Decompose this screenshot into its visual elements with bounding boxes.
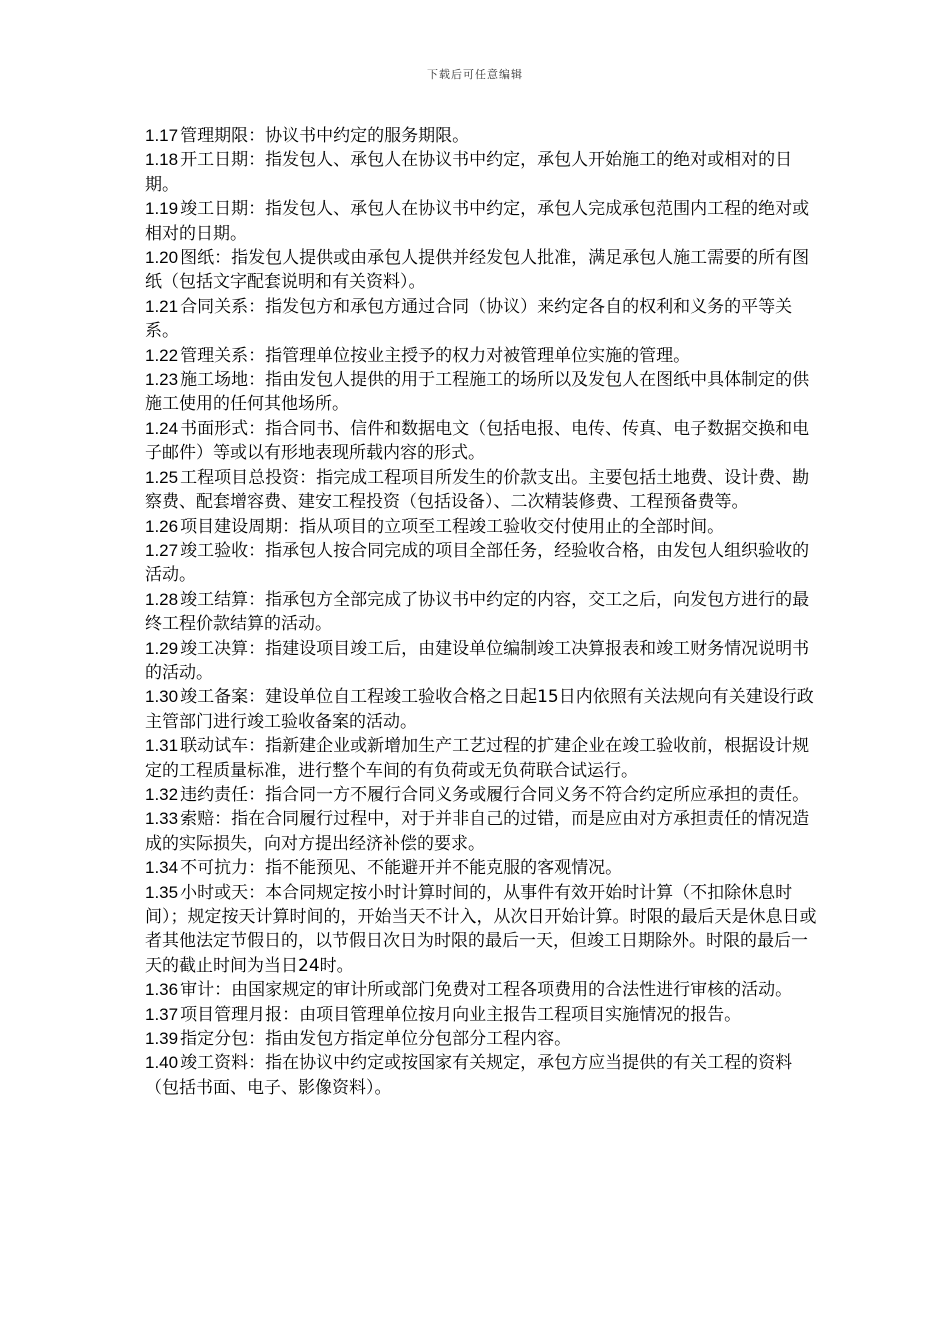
definition-item bbox=[145, 978, 817, 1002]
definition-item bbox=[145, 1027, 817, 1051]
item-number: 1.22 bbox=[145, 345, 179, 365]
definition-item bbox=[145, 515, 817, 539]
definition-item bbox=[145, 197, 817, 246]
item-number: 1.28 bbox=[145, 589, 179, 609]
item-text: 项目管理月报：由项目管理单位按月向业主报告工程项目实施情况的报告。 bbox=[180, 1004, 742, 1025]
item-text: 竣工结算：指承包方全部完成了协议书中约定的内容，交工之后，向发包方进行的最终工程价款结算的活动。 bbox=[145, 589, 810, 635]
item-number: 1.34 bbox=[145, 858, 179, 878]
item-number: 1.24 bbox=[145, 418, 179, 438]
item-number: 1.40 bbox=[145, 1053, 179, 1073]
item-text: 小时或天：本合同规定按小时计算时间的，从事件有效开始时计算（不扣除休息时间）；规定按天计算时间的，开始当天不计入，从次日开始计算。时限的最后天是休息日或者其他法定节假日的，以节假日次日为时限的最后一天，但竣工日期除外。时限的最后一天的截止时间为当日24时。 bbox=[145, 882, 817, 976]
item-text: 管理关系：指管理单位按业主授予的权力对被管理单位实施的管理。 bbox=[180, 345, 691, 366]
definition-item bbox=[145, 734, 817, 783]
item-number: 1.30 bbox=[145, 687, 179, 707]
item-number: 1.29 bbox=[145, 638, 179, 658]
item-number: 1.31 bbox=[145, 736, 179, 756]
definition-item bbox=[145, 466, 817, 515]
item-text: 施工场地：指由发包人提供的用于工程施工的场所以及发包人在图纸中具体制定的供施工使用的任何其他场所。 bbox=[145, 370, 810, 415]
definition-item bbox=[145, 856, 817, 880]
definition-item bbox=[145, 807, 817, 856]
item-number: 1.19 bbox=[145, 199, 179, 219]
definition-item bbox=[145, 246, 817, 295]
item-text: 竣工资料：指在协议中约定或按国家有关规定，承包方应当提供的有关工程的资料（包括书面、电子、影像资料）。 bbox=[145, 1053, 793, 1098]
item-text: 违约责任：指合同一方不履行合同义务或履行合同义务不符合约定所应承担的责任。 bbox=[180, 784, 810, 805]
definition-item bbox=[145, 344, 817, 368]
definition-item bbox=[145, 685, 817, 734]
item-number: 1.27 bbox=[145, 540, 179, 560]
item-text: 联动试车：指新建企业或新增加生产工艺过程的扩建企业在竣工验收前，根据设计规定的工程质量标准，进行整个车间的有负荷或无负荷联合试运行。 bbox=[145, 736, 810, 781]
item-text: 项目建设周期：指从项目的立项至工程竣工验收交付使用止的全部时间。 bbox=[180, 516, 725, 537]
item-number: 1.23 bbox=[145, 370, 179, 390]
definition-item bbox=[145, 588, 817, 637]
definition-item bbox=[145, 539, 817, 588]
item-text: 竣工决算：指建设项目竣工后，由建设单位编制竣工决算报表和竣工财务情况说明书的活动。 bbox=[145, 638, 810, 683]
item-text: 不可抗力：指不能预见、不能避开并不能克服的客观情况。 bbox=[180, 858, 623, 879]
definition-item bbox=[145, 417, 817, 466]
item-number: 1.32 bbox=[145, 784, 179, 804]
item-number: 1.33 bbox=[145, 809, 179, 829]
item-number: 1.18 bbox=[145, 150, 179, 170]
page-header: 下载后可任意编辑 bbox=[427, 68, 523, 81]
item-number: 1.25 bbox=[145, 467, 179, 487]
item-text: 竣工验收：指承包人按合同完成的项目全部任务，经验收合格，由发包人组织验收的活动。 bbox=[145, 540, 810, 586]
item-number: 1.37 bbox=[145, 1004, 179, 1024]
item-text: 索赔：指在合同履行过程中，对于并非自己的过错，而是应由对方承担责任的情况造成的实际损失，向对方提出经济补偿的要求。 bbox=[145, 809, 810, 854]
item-text: 开工日期：指发包人、承包人在协议书中约定，承包人开始施工的绝对或相对的日期。 bbox=[145, 150, 793, 195]
definition-item bbox=[145, 1051, 817, 1100]
definition-item bbox=[145, 368, 817, 417]
item-text: 审计：由国家规定的审计所或部门免费对工程各项费用的合法性进行审核的活动。 bbox=[180, 980, 793, 1001]
item-text: 指定分包：指由发包方指定单位分包部分工程内容。 bbox=[180, 1029, 572, 1050]
item-text: 合同关系：指发包方和承包方通过合同（协议）来约定各自的权利和义务的平等关系。 bbox=[145, 296, 793, 342]
item-text: 图纸：指发包人提供或由承包人提供并经发包人批准，满足承包人施工需要的所有图纸（包括文字配套说明和有关资料）。 bbox=[145, 248, 810, 293]
definition-item bbox=[145, 148, 817, 197]
item-number: 1.26 bbox=[145, 516, 179, 536]
definitions-list bbox=[145, 124, 817, 1100]
definition-item bbox=[145, 124, 817, 148]
item-text: 工程项目总投资：指完成工程项目所发生的价款支出。主要包括土地费、设计费、勘察费、配套增容费、建安工程投资（包括设备）、二次精装修费、工程预备费等。 bbox=[145, 467, 810, 513]
item-number: 1.36 bbox=[145, 980, 179, 1000]
item-number: 1.35 bbox=[145, 882, 179, 902]
item-text: 竣工备案：建设单位自工程竣工验收合格之日起15日内依照有关法规向有关建设行政主管部门进行竣工验收备案的活动。 bbox=[145, 687, 814, 732]
item-number: 1.20 bbox=[145, 248, 179, 268]
item-text: 书面形式：指合同书、信件和数据电文（包括电报、电传、传真、电子数据交换和电子邮件）等或以有形地表现所载内容的形式。 bbox=[145, 418, 810, 464]
definition-item bbox=[145, 295, 817, 344]
item-number: 1.21 bbox=[145, 296, 179, 316]
item-text: 管理期限：协议书中约定的服务期限。 bbox=[180, 126, 470, 146]
definition-item bbox=[145, 1003, 817, 1027]
item-number: 1.17 bbox=[145, 126, 179, 145]
item-text: 竣工日期：指发包人、承包人在协议书中约定，承包人完成承包范围内工程的绝对或相对的日期。 bbox=[145, 199, 810, 244]
definition-item bbox=[145, 637, 817, 686]
item-number: 1.39 bbox=[145, 1029, 179, 1049]
definition-item bbox=[145, 881, 817, 979]
definition-item bbox=[145, 783, 817, 807]
